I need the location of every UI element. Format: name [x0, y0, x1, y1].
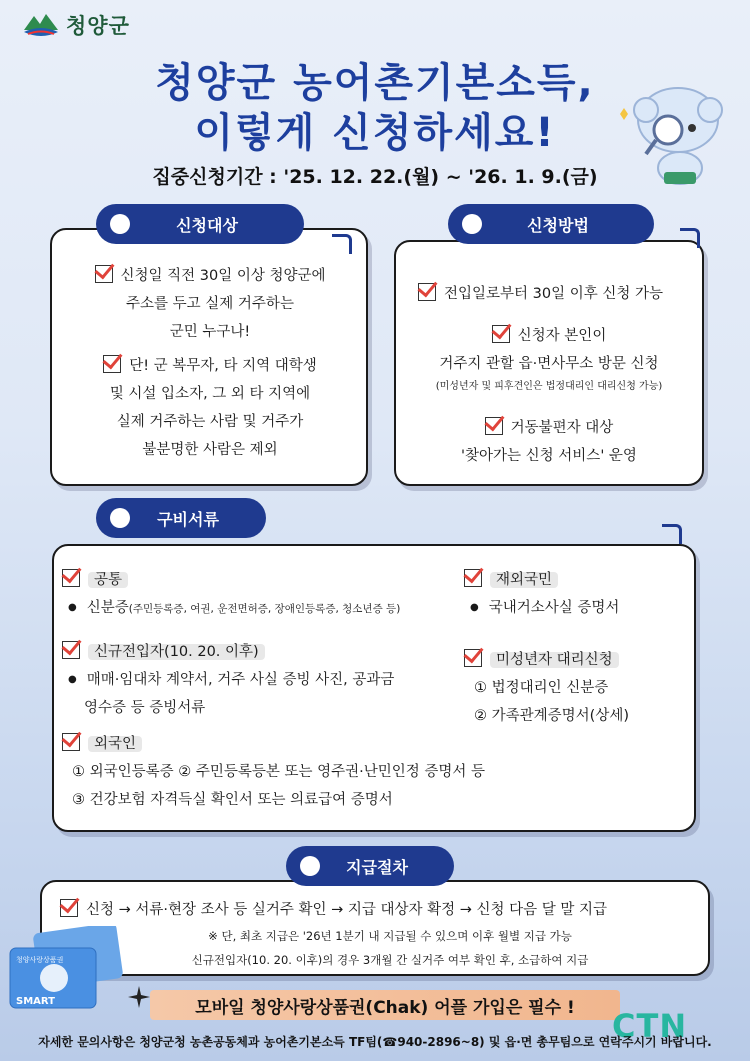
method-heading [448, 204, 654, 244]
check-icon [62, 733, 80, 751]
check-icon [103, 355, 121, 373]
method-heading-label: 신청방법 [527, 215, 589, 235]
method-item-1: 전입일로부터 30일 이후 신청 가능 [418, 280, 708, 308]
docs-overseas: 재외국민 ● 국내거소사실 증명서 [464, 566, 684, 622]
bullet-dot-icon [110, 508, 130, 528]
method-item-2: 신청자 본인이 거주지 관할 읍·면사무소 방문 신청 (미성년자 및 피후견인은 법정대리인 대리신청 가능) [404, 322, 694, 396]
panel-corner [662, 524, 682, 544]
check-icon [464, 649, 482, 667]
title-line-2: 이렇게 신청하세요! [194, 110, 556, 156]
gift-card-illustration-icon [6, 926, 124, 1012]
bullet-dot-icon [462, 214, 482, 234]
check-icon [492, 325, 510, 343]
payment-notes: ※ 단, 최초 지급은 '26년 1분기 내 지급될 수 있으며 이후 월별 지급 가능 신규전입자(10. 20. 이후)의 경우 3개월 간 실거주 여부 확인 후, 소급하여 지급 [191, 929, 589, 967]
panel-corner [332, 234, 352, 254]
target-heading-label: 신청대상 [176, 215, 238, 235]
target-heading [96, 204, 304, 244]
target-item-2: 단! 군 복무자, 타 지역 대학생 및 시설 입소자, 그 외 타 지역에 실제 거주하는 사람 및 거주가 불분명한 사람은 제외 [60, 352, 360, 464]
contact-footer: 자세한 문의사항은 청양군청 농촌공동체과 농어촌기본소득 TF팀(☎940-2896~8) 및 읍·면 총무팀으로 연락주시기 바랍니다. [38, 1035, 712, 1049]
panel-corner [680, 228, 700, 248]
documents-heading-label: 구비서류 [157, 509, 219, 529]
check-icon [95, 265, 113, 283]
card-brand-label: 청양사랑상품권 [16, 956, 64, 964]
payment-heading [286, 846, 454, 886]
bullet-dot-icon [300, 856, 320, 876]
payment-flow: 신청 → 서류·현장 조사 등 실거주 확인 → 지급 대상자 확정 → 신청 다음 달 말 지급 [60, 896, 700, 924]
county-logo [22, 10, 130, 40]
payment-heading-label: 지급절차 [346, 857, 408, 877]
target-item-1: 신청일 직전 30일 이상 청양군에 주소를 두고 실제 거주하는 군민 누구나! [60, 262, 360, 346]
title-line-1: 청양군 농어촌기본소득, [155, 60, 595, 106]
card-smart-label: SMART [16, 996, 55, 1007]
docs-foreigner: 외국인 ① 외국인등록증 ② 주민등록등본 또는 영주권·난민인정 증명서 등 ③ 건강보험 자격득실 확인서 또는 의료급여 증명서 [62, 730, 662, 814]
method-item-3: 거동불편자 대상 '찾아가는 신청 서비스' 운영 [404, 414, 694, 470]
logo-text: 청양군 [66, 14, 130, 38]
check-icon [62, 569, 80, 587]
documents-heading [96, 498, 266, 538]
check-icon [418, 283, 436, 301]
check-icon [485, 417, 503, 435]
docs-new-residents: 신규전입자(10. 20. 이후) ● 매매·임대차 계약서, 거주 사실 증빙 사진, 공과금 영수증 등 증빙서류 [62, 638, 482, 722]
check-icon [62, 641, 80, 659]
mountain-logo-icon [22, 10, 60, 40]
check-icon [464, 569, 482, 587]
bullet-dot-icon [110, 214, 130, 234]
sparkle-icon [128, 986, 150, 1008]
application-period: 집중신청기간 : '25. 12. 22.(월) ~ '26. 1. 9.(금) [152, 166, 598, 188]
docs-common: 공통 ● 신분증(주민등록증, 여권, 운전면허증, 장애인등록증, 청소년증 등) [62, 566, 482, 623]
check-icon [60, 899, 78, 917]
docs-minor-proxy: 미성년자 대리신청 ① 법정대리인 신분증 ② 가족관계증명서(상세) [464, 646, 684, 730]
ctn-watermark: CTN [612, 1007, 688, 1045]
app-signup-banner: 모바일 청양사랑상품권(Chak) 어플 가입은 필수 ! [150, 990, 620, 1020]
